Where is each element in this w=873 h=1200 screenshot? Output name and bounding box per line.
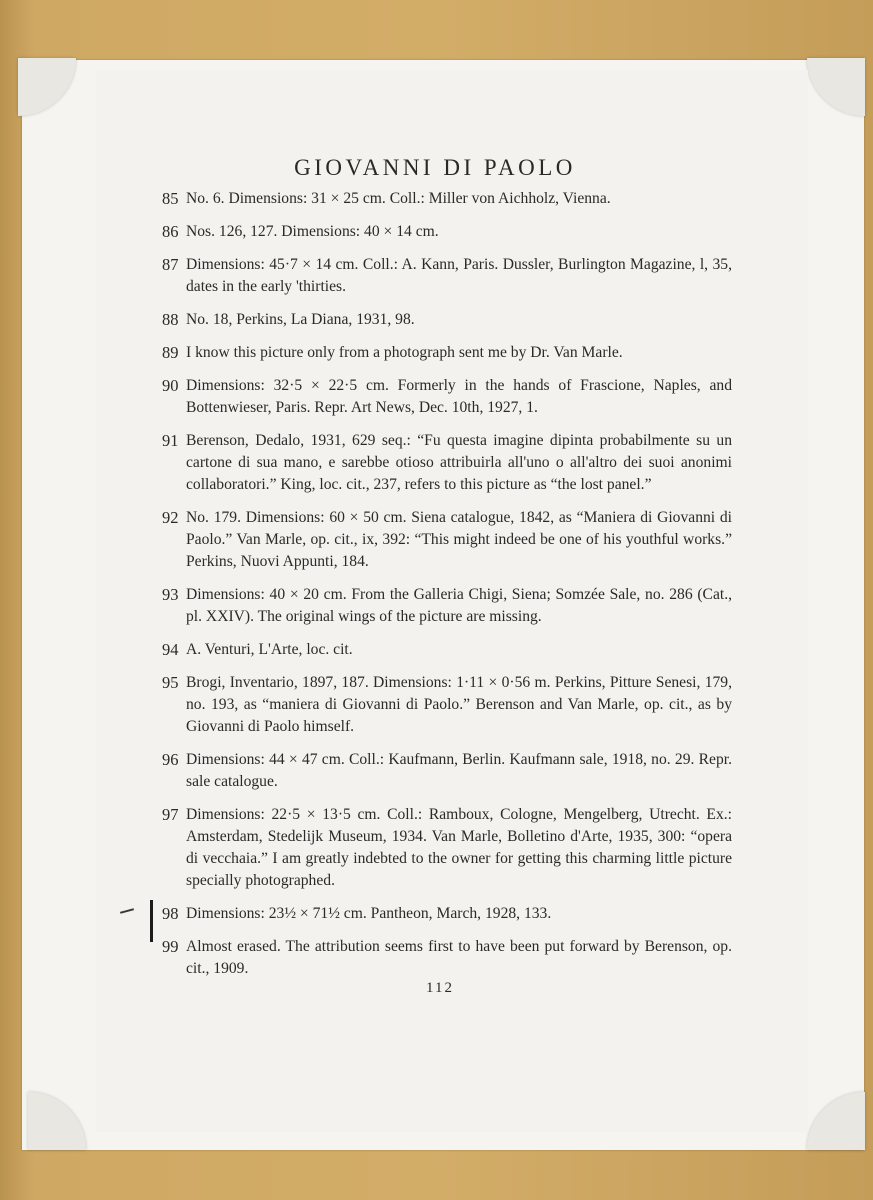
note-entry	[162, 375, 732, 419]
note-number: 94	[162, 640, 179, 659]
note-text: No. 6. Dimensions: 31 × 25 cm. Coll.: Miller von Aichholz, Vienna.	[186, 190, 611, 207]
note-entry	[162, 430, 732, 496]
page-title: GIOVANNI DI PAOLO	[294, 155, 576, 180]
note-number: 85	[162, 189, 179, 208]
note-number: 96	[162, 750, 179, 769]
note-text: A. Venturi, L'Arte, loc. cit.	[186, 641, 353, 658]
note-text: No. 179. Dimensions: 60 × 50 cm. Siena catalogue, 1842, as “Maniera di Giovanni di Paolo.” Van Marle, op. cit., ix, 392: “This might indeed be one of his youthful works.” Perkins, Nuovi Appunti, 184.	[186, 509, 732, 570]
note-number: 99	[162, 937, 179, 956]
note-text: Berenson, Dedalo, 1931, 629 seq.: “Fu questa imagine dipinta probabilmente su un cartone di sua mano, e sarebbe otioso attribuirla all'uno o all'altro dei suoi anonimi collaboratori.” King, loc. cit., 237, refers to this picture as “the lost panel.”	[186, 432, 732, 493]
note-entry	[162, 309, 732, 331]
note-entry	[162, 584, 732, 628]
page-number: 112	[426, 980, 454, 996]
note-number: 86	[162, 222, 179, 241]
note-text: Dimensions: 44 × 47 cm. Coll.: Kaufmann, Berlin. Kaufmann sale, 1918, no. 29. Repr. sale catalogue.	[186, 751, 732, 790]
note-entry	[162, 903, 732, 925]
margin-marker-bar	[150, 900, 153, 942]
note-number: 89	[162, 343, 179, 362]
note-text: Dimensions: 32·5 × 22·5 cm. Formerly in the hands of Frascione, Naples, and Bottenwieser, Paris. Repr. Art News, Dec. 10th, 1927, 1.	[186, 377, 732, 416]
note-text: I know this picture only from a photograph sent me by Dr. Van Marle.	[186, 344, 623, 361]
note-text: Almost erased. The attribution seems first to have been put forward by Berenson, op. cit., 1909.	[186, 938, 732, 977]
note-entry	[162, 254, 732, 298]
note-entry	[162, 672, 732, 738]
note-text: Nos. 126, 127. Dimensions: 40 × 14 cm.	[186, 223, 439, 240]
notes-list	[162, 188, 732, 991]
note-entry	[162, 936, 732, 980]
note-number: 87	[162, 255, 179, 274]
note-number: 93	[162, 585, 179, 604]
note-entry	[162, 749, 732, 793]
note-entry	[162, 639, 732, 661]
note-number: 92	[162, 508, 179, 527]
note-text: Dimensions: 23½ × 71½ cm. Pantheon, March, 1928, 133.	[186, 905, 552, 922]
note-number: 91	[162, 431, 179, 450]
note-text: Brogi, Inventario, 1897, 187. Dimensions: 1·11 × 0·56 m. Perkins, Pitture Senesi, 179, no. 193, as “maniera di Giovanni di Paolo.” Berenson and Van Marle, op. cit., as by Giovanni di Paolo himself.	[186, 674, 732, 735]
note-entry	[162, 342, 732, 364]
note-text: No. 18, Perkins, La Diana, 1931, 98.	[186, 311, 415, 328]
note-entry	[162, 804, 732, 892]
note-text: Dimensions: 22·5 × 13·5 cm. Coll.: Ramboux, Cologne, Mengelberg, Utrecht. Ex.: Amsterdam, Stedelijk Museum, 1934. Van Marle, Bolletino d'Arte, 1935, 300: “opera di vecchaia.” I am greatly indebted to the owner for getting this charming little picture specially photographed.	[186, 806, 732, 889]
note-text: Dimensions: 40 × 20 cm. From the Galleria Chigi, Siena; Somzée Sale, no. 286 (Cat., pl. XXIV). The original wings of the picture are missing.	[186, 586, 732, 625]
note-entry	[162, 221, 732, 243]
note-number: 95	[162, 673, 179, 692]
note-text: Dimensions: 45·7 × 14 cm. Coll.: A. Kann, Paris. Dussler, Burlington Magazine, l, 35, dates in the early 'thirties.	[186, 256, 732, 295]
note-number: 98	[162, 904, 179, 923]
note-number: 97	[162, 805, 179, 824]
note-number: 90	[162, 376, 179, 395]
note-number: 88	[162, 310, 179, 329]
note-entry	[162, 507, 732, 573]
note-entry	[162, 188, 732, 210]
